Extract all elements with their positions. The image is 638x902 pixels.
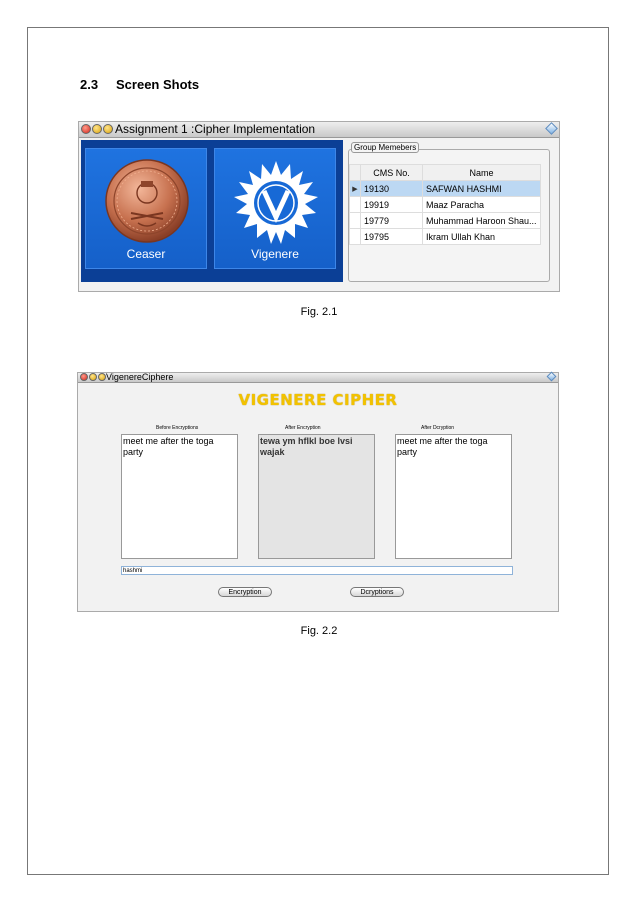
v-star-icon [215, 153, 337, 253]
row-indicator-header [350, 165, 361, 181]
members-table [349, 164, 541, 245]
key-input[interactable]: hashmi [121, 566, 513, 575]
vigenere-label: Vigenere [251, 247, 299, 261]
table-row[interactable] [350, 197, 541, 213]
after-decryption-label: After Dcryption [421, 425, 455, 431]
vigenere-window [77, 372, 559, 612]
cell-cms: 19130 [361, 181, 423, 197]
close-button[interactable] [81, 124, 91, 134]
pin-icon[interactable] [545, 122, 558, 135]
col-name[interactable]: Name [423, 165, 541, 181]
row-pointer-icon: ▶ [350, 181, 361, 197]
ciphertext-area[interactable]: tewa ym hflkl boe lvsi wajak [258, 434, 375, 559]
cell-name: SAFWAN HASHMI [423, 181, 541, 197]
maximize-button[interactable] [103, 124, 113, 134]
app-title: VIGENERE CIPHER [238, 391, 398, 409]
close-button[interactable] [80, 373, 88, 381]
window-title: Assignment 1 :Cipher Implementation [115, 122, 316, 136]
figure-caption-1: Fig. 2.1 [300, 306, 338, 318]
pin-icon[interactable] [547, 372, 557, 382]
seal-icon [86, 153, 208, 253]
col-cms[interactable]: CMS No. [361, 165, 423, 181]
after-encryption-label: After Encryption [285, 425, 321, 431]
cell-cms: 19795 [361, 229, 423, 245]
decrypted-area[interactable]: meet me after the toga party [395, 434, 512, 559]
decryption-button[interactable]: Dcryptions [350, 587, 404, 597]
minimize-button[interactable] [92, 124, 102, 134]
section-title: Screen Shots [116, 77, 200, 92]
table-row[interactable] [350, 229, 541, 245]
title-bar [78, 373, 558, 383]
figure-caption-2: Fig. 2.2 [300, 625, 338, 637]
plaintext-area[interactable]: meet me after the toga party [121, 434, 238, 559]
ceaser-label: Ceaser [126, 247, 166, 261]
cipher-main-window [78, 121, 560, 292]
maximize-button[interactable] [98, 373, 106, 381]
window-controls [81, 124, 113, 134]
cell-cms: 19919 [361, 197, 423, 213]
cell-name: Ikram Ullah Khan [423, 229, 541, 245]
table-row[interactable] [350, 213, 541, 229]
ceaser-tile[interactable] [85, 148, 207, 269]
section-number: 2.3 [80, 77, 99, 92]
window-controls [80, 373, 106, 381]
minimize-button[interactable] [89, 373, 97, 381]
title-bar [79, 122, 559, 138]
cell-cms: 19779 [361, 213, 423, 229]
before-encryption-label: Before Encryptions [156, 425, 199, 431]
cell-name: Maaz Paracha [423, 197, 541, 213]
section-heading [80, 77, 199, 92]
table-row[interactable] [350, 181, 541, 197]
table-header [350, 165, 541, 181]
group-members-title: Group Memebers [351, 142, 419, 153]
encryption-button[interactable]: Encryption [218, 587, 272, 597]
cell-name: Muhammad Haroon Shau... [423, 213, 541, 229]
window-title: VigenereCiphere [106, 372, 174, 382]
cipher-tiles-panel [81, 140, 343, 282]
vigenere-tile[interactable] [214, 148, 336, 269]
